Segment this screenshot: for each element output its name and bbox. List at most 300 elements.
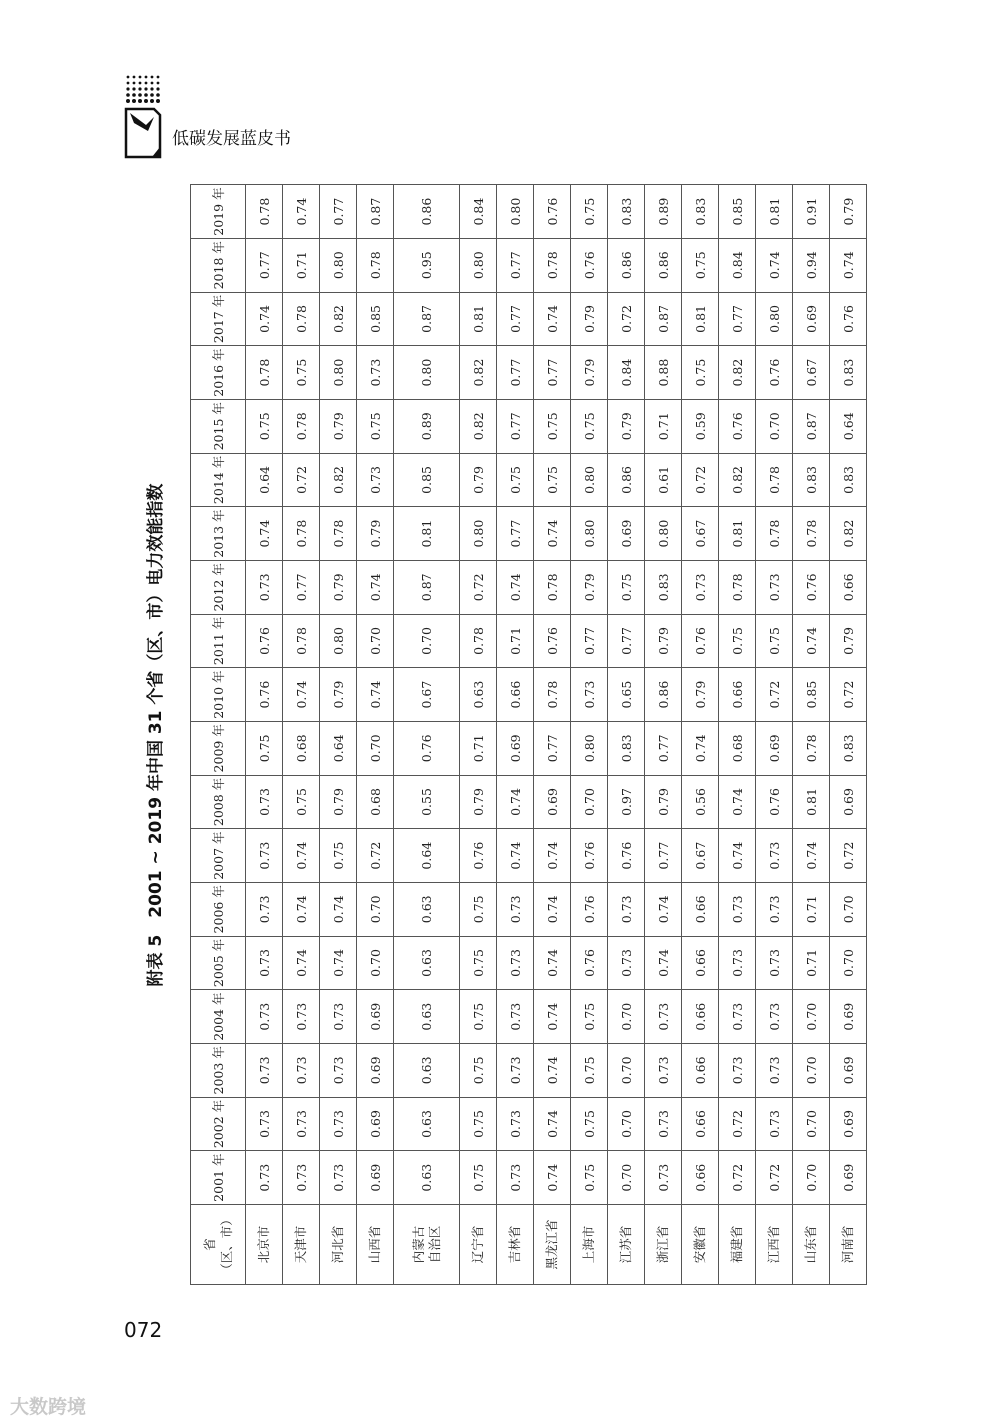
value-cell: 0.63 xyxy=(394,882,460,936)
value-cell: 0.74 xyxy=(283,668,320,722)
value-cell: 0.73 xyxy=(246,1151,283,1205)
province-name: 安徽省 xyxy=(692,1225,707,1264)
value-cell: 0.80 xyxy=(571,453,608,507)
value-cell: 0.74 xyxy=(645,936,682,990)
value-cell: 0.77 xyxy=(534,721,571,775)
value-cell: 0.74 xyxy=(534,1043,571,1097)
province-name: 江西省 xyxy=(766,1225,781,1264)
province-cell xyxy=(357,1205,394,1285)
value-cell: 0.79 xyxy=(320,668,357,722)
province-cell xyxy=(497,1205,534,1285)
value-cell: 0.75 xyxy=(320,829,357,883)
value-cell: 0.72 xyxy=(460,560,497,614)
value-cell: 0.82 xyxy=(460,346,497,400)
province-cell xyxy=(756,1205,793,1285)
table-row xyxy=(460,185,497,1285)
value-cell: 0.80 xyxy=(645,507,682,561)
book-title: 低碳发展蓝皮书 xyxy=(172,129,291,149)
table-row xyxy=(756,185,793,1285)
year-header: 2008 年 xyxy=(191,775,246,829)
value-cell: 0.73 xyxy=(645,1043,682,1097)
value-cell: 0.73 xyxy=(497,882,534,936)
value-cell: 0.77 xyxy=(497,346,534,400)
table-row xyxy=(645,185,682,1285)
value-cell: 0.74 xyxy=(534,882,571,936)
value-cell: 0.74 xyxy=(534,1151,571,1205)
value-cell: 0.74 xyxy=(497,560,534,614)
value-cell: 0.80 xyxy=(756,292,793,346)
value-cell: 0.71 xyxy=(793,882,830,936)
value-cell: 0.85 xyxy=(394,453,460,507)
value-cell: 0.73 xyxy=(320,1151,357,1205)
value-cell: 0.83 xyxy=(830,346,867,400)
page-number: 072 xyxy=(124,1318,163,1342)
value-cell: 0.73 xyxy=(320,990,357,1044)
value-cell: 0.66 xyxy=(830,560,867,614)
value-cell: 0.87 xyxy=(645,292,682,346)
value-cell: 0.66 xyxy=(682,1151,719,1205)
value-cell: 0.78 xyxy=(534,238,571,292)
value-cell: 0.70 xyxy=(793,1151,830,1205)
value-cell: 0.76 xyxy=(571,936,608,990)
value-cell: 0.82 xyxy=(320,453,357,507)
value-cell: 0.74 xyxy=(534,292,571,346)
table-row xyxy=(719,185,756,1285)
value-cell: 0.66 xyxy=(719,668,756,722)
province-cell xyxy=(608,1205,645,1285)
value-cell: 0.69 xyxy=(534,775,571,829)
year-header: 2012 年 xyxy=(191,560,246,614)
value-cell: 0.78 xyxy=(719,560,756,614)
value-cell: 0.73 xyxy=(320,1097,357,1151)
value-cell: 0.91 xyxy=(793,185,830,239)
value-cell: 0.69 xyxy=(357,990,394,1044)
value-cell: 0.77 xyxy=(645,721,682,775)
value-cell: 0.77 xyxy=(497,238,534,292)
value-cell: 0.78 xyxy=(283,614,320,668)
value-cell: 0.69 xyxy=(357,1097,394,1151)
value-cell: 0.70 xyxy=(608,990,645,1044)
value-cell: 0.63 xyxy=(394,990,460,1044)
value-cell: 0.72 xyxy=(830,668,867,722)
province-name: 浙江省 xyxy=(655,1225,670,1264)
value-cell: 0.63 xyxy=(394,1151,460,1205)
value-cell: 0.63 xyxy=(394,1097,460,1151)
value-cell: 0.75 xyxy=(534,399,571,453)
province-cell xyxy=(534,1205,571,1285)
value-cell: 0.76 xyxy=(534,614,571,668)
year-header: 2003 年 xyxy=(191,1043,246,1097)
value-cell: 0.67 xyxy=(394,668,460,722)
value-cell: 0.69 xyxy=(357,1151,394,1205)
value-cell: 0.70 xyxy=(793,1097,830,1151)
value-cell: 0.73 xyxy=(608,936,645,990)
value-cell: 0.73 xyxy=(719,1043,756,1097)
value-cell: 0.79 xyxy=(830,185,867,239)
value-cell: 0.69 xyxy=(830,1097,867,1151)
province-name: 河北省 xyxy=(330,1225,345,1264)
value-cell: 0.74 xyxy=(830,238,867,292)
value-cell: 0.66 xyxy=(682,1097,719,1151)
value-cell: 0.81 xyxy=(682,292,719,346)
table-row xyxy=(608,185,645,1285)
value-cell: 0.70 xyxy=(357,614,394,668)
value-cell: 0.73 xyxy=(283,1151,320,1205)
value-cell: 0.77 xyxy=(497,507,534,561)
value-cell: 0.79 xyxy=(645,614,682,668)
value-cell: 0.79 xyxy=(320,775,357,829)
value-cell: 0.56 xyxy=(682,775,719,829)
value-cell: 0.79 xyxy=(460,775,497,829)
table-body xyxy=(246,185,867,1285)
value-cell: 0.75 xyxy=(571,1097,608,1151)
value-cell: 0.77 xyxy=(320,185,357,239)
value-cell: 0.74 xyxy=(283,185,320,239)
table-row xyxy=(357,185,394,1285)
value-cell: 0.83 xyxy=(830,721,867,775)
value-cell: 0.73 xyxy=(246,1043,283,1097)
value-cell: 0.75 xyxy=(756,614,793,668)
value-cell: 0.73 xyxy=(497,1151,534,1205)
year-header: 2017 年 xyxy=(191,292,246,346)
value-cell: 0.78 xyxy=(793,507,830,561)
value-cell: 0.83 xyxy=(830,453,867,507)
value-cell: 0.73 xyxy=(320,1043,357,1097)
province-name: 上海市 xyxy=(581,1225,596,1264)
value-cell: 0.69 xyxy=(793,292,830,346)
value-cell: 0.82 xyxy=(719,346,756,400)
value-cell: 0.74 xyxy=(497,775,534,829)
value-cell: 0.80 xyxy=(460,238,497,292)
value-cell: 0.75 xyxy=(571,185,608,239)
value-cell: 0.77 xyxy=(534,346,571,400)
value-cell: 0.75 xyxy=(571,399,608,453)
value-cell: 0.74 xyxy=(645,882,682,936)
year-header: 2014 年 xyxy=(191,453,246,507)
value-cell: 0.79 xyxy=(682,668,719,722)
value-cell: 0.87 xyxy=(357,185,394,239)
value-cell: 0.66 xyxy=(682,882,719,936)
value-cell: 0.74 xyxy=(534,507,571,561)
value-cell: 0.70 xyxy=(571,775,608,829)
year-header: 2006 年 xyxy=(191,882,246,936)
value-cell: 0.75 xyxy=(460,882,497,936)
province-cell xyxy=(460,1205,497,1285)
value-cell: 0.71 xyxy=(460,721,497,775)
value-cell: 0.73 xyxy=(497,1097,534,1151)
value-cell: 0.73 xyxy=(645,1151,682,1205)
province-cell xyxy=(320,1205,357,1285)
value-cell: 0.76 xyxy=(756,775,793,829)
value-cell: 0.75 xyxy=(682,238,719,292)
table-row xyxy=(534,185,571,1285)
value-cell: 0.75 xyxy=(283,775,320,829)
value-cell: 0.70 xyxy=(357,721,394,775)
value-cell: 0.66 xyxy=(682,936,719,990)
value-cell: 0.76 xyxy=(394,721,460,775)
value-cell: 0.66 xyxy=(682,1043,719,1097)
value-cell: 0.70 xyxy=(830,882,867,936)
year-header: 2018 年 xyxy=(191,238,246,292)
province-cell xyxy=(830,1205,867,1285)
table-row xyxy=(682,185,719,1285)
table-row xyxy=(571,185,608,1285)
value-cell: 0.79 xyxy=(830,614,867,668)
value-cell: 0.74 xyxy=(283,936,320,990)
value-cell: 0.82 xyxy=(460,399,497,453)
value-cell: 0.69 xyxy=(357,1043,394,1097)
corner-header xyxy=(191,1205,246,1285)
value-cell: 0.68 xyxy=(719,721,756,775)
value-cell: 0.70 xyxy=(793,990,830,1044)
value-cell: 0.74 xyxy=(246,507,283,561)
value-cell: 0.76 xyxy=(830,292,867,346)
value-cell: 0.85 xyxy=(719,185,756,239)
value-cell: 0.73 xyxy=(497,990,534,1044)
value-cell: 0.72 xyxy=(283,453,320,507)
value-cell: 0.74 xyxy=(534,829,571,883)
value-cell: 0.70 xyxy=(608,1097,645,1151)
year-header: 2004 年 xyxy=(191,990,246,1044)
value-cell: 0.80 xyxy=(571,507,608,561)
value-cell: 0.73 xyxy=(719,882,756,936)
value-cell: 0.76 xyxy=(756,346,793,400)
value-cell: 0.79 xyxy=(357,507,394,561)
value-cell: 0.63 xyxy=(460,668,497,722)
value-cell: 0.66 xyxy=(682,990,719,1044)
value-cell: 0.73 xyxy=(756,1097,793,1151)
value-cell: 0.75 xyxy=(571,1151,608,1205)
value-cell: 0.80 xyxy=(320,614,357,668)
value-cell: 0.75 xyxy=(460,990,497,1044)
province-name: 山西省 xyxy=(367,1225,382,1264)
value-cell: 0.74 xyxy=(534,990,571,1044)
value-cell: 0.71 xyxy=(793,936,830,990)
value-cell: 0.74 xyxy=(793,829,830,883)
value-cell: 0.74 xyxy=(756,238,793,292)
value-cell: 0.76 xyxy=(793,560,830,614)
province-name: 福建省 xyxy=(729,1225,744,1264)
value-cell: 0.68 xyxy=(283,721,320,775)
value-cell: 0.73 xyxy=(283,1043,320,1097)
value-cell: 0.78 xyxy=(283,507,320,561)
value-cell: 0.80 xyxy=(320,238,357,292)
value-cell: 0.80 xyxy=(497,185,534,239)
table-row xyxy=(497,185,534,1285)
value-cell: 0.65 xyxy=(608,668,645,722)
province-name: 北京市 xyxy=(256,1225,271,1264)
value-cell: 0.86 xyxy=(608,453,645,507)
value-cell: 0.78 xyxy=(283,292,320,346)
value-cell: 0.74 xyxy=(719,829,756,883)
value-cell: 0.64 xyxy=(246,453,283,507)
province-name: 天津市 xyxy=(293,1225,308,1264)
value-cell: 0.78 xyxy=(283,399,320,453)
value-cell: 0.74 xyxy=(497,829,534,883)
value-cell: 0.73 xyxy=(246,829,283,883)
value-cell: 0.83 xyxy=(682,185,719,239)
value-cell: 0.70 xyxy=(830,936,867,990)
value-cell: 0.89 xyxy=(394,399,460,453)
value-cell: 0.75 xyxy=(571,1043,608,1097)
value-cell: 0.76 xyxy=(246,668,283,722)
value-cell: 0.77 xyxy=(283,560,320,614)
value-cell: 0.79 xyxy=(608,399,645,453)
value-cell: 0.72 xyxy=(756,1151,793,1205)
value-cell: 0.69 xyxy=(830,990,867,1044)
province-name: 自治区 xyxy=(426,1225,442,1264)
value-cell: 0.72 xyxy=(719,1097,756,1151)
value-cell: 0.64 xyxy=(830,399,867,453)
value-cell: 0.66 xyxy=(497,668,534,722)
value-cell: 0.78 xyxy=(246,346,283,400)
value-cell: 0.69 xyxy=(830,1151,867,1205)
value-cell: 0.84 xyxy=(719,238,756,292)
value-cell: 0.88 xyxy=(645,346,682,400)
value-cell: 0.73 xyxy=(497,936,534,990)
value-cell: 0.79 xyxy=(571,560,608,614)
value-cell: 0.68 xyxy=(357,775,394,829)
value-cell: 0.86 xyxy=(394,185,460,239)
value-cell: 0.77 xyxy=(608,614,645,668)
value-cell: 0.81 xyxy=(719,507,756,561)
value-cell: 0.69 xyxy=(830,1043,867,1097)
value-cell: 0.74 xyxy=(682,721,719,775)
value-cell: 0.73 xyxy=(497,1043,534,1097)
province-cell xyxy=(793,1205,830,1285)
value-cell: 0.74 xyxy=(283,829,320,883)
value-cell: 0.73 xyxy=(756,882,793,936)
value-cell: 0.72 xyxy=(357,829,394,883)
value-cell: 0.75 xyxy=(608,560,645,614)
value-cell: 0.70 xyxy=(756,399,793,453)
value-cell: 0.73 xyxy=(756,560,793,614)
value-cell: 0.73 xyxy=(756,1043,793,1097)
year-header: 2015 年 xyxy=(191,399,246,453)
value-cell: 0.75 xyxy=(719,614,756,668)
value-cell: 0.83 xyxy=(608,721,645,775)
value-cell: 0.75 xyxy=(460,1097,497,1151)
value-cell: 0.84 xyxy=(608,346,645,400)
value-cell: 0.77 xyxy=(246,238,283,292)
value-cell: 0.77 xyxy=(571,614,608,668)
value-cell: 0.76 xyxy=(571,882,608,936)
value-cell: 0.79 xyxy=(320,399,357,453)
province-cell xyxy=(394,1205,460,1285)
province-name: 河南省 xyxy=(840,1225,855,1264)
value-cell: 0.67 xyxy=(682,829,719,883)
value-cell: 0.86 xyxy=(645,238,682,292)
rotated-table-block xyxy=(140,185,856,1285)
value-cell: 0.76 xyxy=(534,185,571,239)
value-cell: 0.78 xyxy=(534,560,571,614)
watermark: 大数跨境 xyxy=(10,1396,87,1418)
value-cell: 0.74 xyxy=(320,882,357,936)
province-cell xyxy=(283,1205,320,1285)
value-cell: 0.70 xyxy=(357,936,394,990)
value-cell: 0.76 xyxy=(719,399,756,453)
value-cell: 0.75 xyxy=(460,1043,497,1097)
value-cell: 0.71 xyxy=(645,399,682,453)
value-cell: 0.64 xyxy=(394,829,460,883)
value-cell: 0.74 xyxy=(283,882,320,936)
value-cell: 0.97 xyxy=(608,775,645,829)
value-cell: 0.74 xyxy=(793,614,830,668)
value-cell: 0.74 xyxy=(320,936,357,990)
value-cell: 0.55 xyxy=(394,775,460,829)
value-cell: 0.73 xyxy=(357,346,394,400)
value-cell: 0.80 xyxy=(320,346,357,400)
value-cell: 0.77 xyxy=(497,399,534,453)
value-cell: 0.75 xyxy=(246,399,283,453)
table-row xyxy=(793,185,830,1285)
value-cell: 0.69 xyxy=(756,721,793,775)
value-cell: 0.78 xyxy=(756,453,793,507)
value-cell: 0.81 xyxy=(793,775,830,829)
value-cell: 0.73 xyxy=(756,829,793,883)
value-cell: 0.77 xyxy=(497,292,534,346)
value-cell: 0.73 xyxy=(246,882,283,936)
value-cell: 0.78 xyxy=(534,668,571,722)
value-cell: 0.76 xyxy=(246,614,283,668)
value-cell: 0.59 xyxy=(682,399,719,453)
value-cell: 0.63 xyxy=(394,1043,460,1097)
value-cell: 0.70 xyxy=(608,1043,645,1097)
province-name: 内蒙古 xyxy=(410,1225,426,1264)
value-cell: 0.73 xyxy=(682,560,719,614)
value-cell: 0.79 xyxy=(460,453,497,507)
table-caption: 附表 5 2001 ~ 2019 年中国 31 个省（区、市）电力效能指数 xyxy=(146,483,166,987)
value-cell: 0.83 xyxy=(645,560,682,614)
value-cell: 0.87 xyxy=(394,292,460,346)
value-cell: 0.75 xyxy=(460,1151,497,1205)
value-cell: 0.70 xyxy=(357,882,394,936)
value-cell: 0.75 xyxy=(497,453,534,507)
value-cell: 0.73 xyxy=(645,1097,682,1151)
value-cell: 0.75 xyxy=(460,936,497,990)
value-cell: 0.74 xyxy=(534,936,571,990)
value-cell: 0.73 xyxy=(246,560,283,614)
value-cell: 0.85 xyxy=(793,668,830,722)
value-cell: 0.74 xyxy=(246,292,283,346)
value-cell: 0.76 xyxy=(682,614,719,668)
value-cell: 0.95 xyxy=(394,238,460,292)
value-cell: 0.74 xyxy=(719,775,756,829)
year-header: 2009 年 xyxy=(191,721,246,775)
value-cell: 0.73 xyxy=(608,882,645,936)
province-name: 吉林省 xyxy=(507,1225,522,1264)
value-cell: 0.71 xyxy=(283,238,320,292)
province-cell xyxy=(246,1205,283,1285)
value-cell: 0.78 xyxy=(793,721,830,775)
value-cell: 0.75 xyxy=(682,346,719,400)
value-cell: 0.81 xyxy=(394,507,460,561)
year-header: 2011 年 xyxy=(191,614,246,668)
year-header: 2001 年 xyxy=(191,1151,246,1205)
value-cell: 0.73 xyxy=(719,936,756,990)
year-header: 2016 年 xyxy=(191,346,246,400)
value-cell: 0.72 xyxy=(719,1151,756,1205)
province-name: 黑龙江省 xyxy=(544,1219,559,1270)
year-header: 2002 年 xyxy=(191,1097,246,1151)
value-cell: 0.78 xyxy=(320,507,357,561)
corner-line-2: （区、市） xyxy=(219,1213,234,1276)
value-cell: 0.85 xyxy=(357,292,394,346)
value-cell: 0.79 xyxy=(571,292,608,346)
value-cell: 0.77 xyxy=(719,292,756,346)
value-cell: 0.86 xyxy=(645,668,682,722)
value-cell: 0.87 xyxy=(394,560,460,614)
